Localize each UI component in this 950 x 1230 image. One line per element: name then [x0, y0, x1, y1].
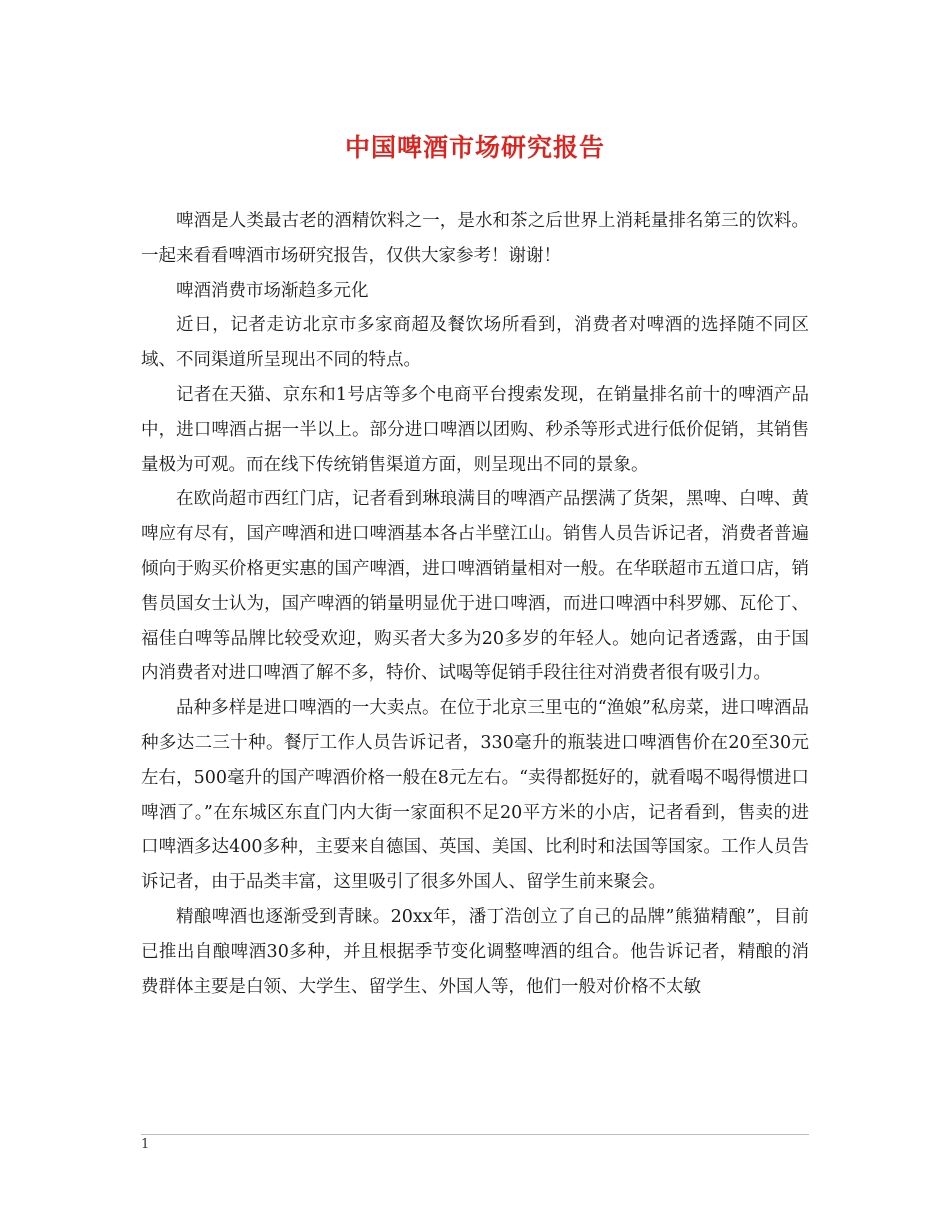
paragraph-intro: 啤酒是人类最古老的酒精饮料之一，是水和茶之后世界上消耗量排名第三的饮料。一起来看看啤酒市场研究报告，仅供大家参考！谢谢！ [141, 211, 809, 266]
paragraph: 精酿啤酒也逐渐受到青睐。20xx年，潘丁浩创立了自己的品牌”熊猫精酿”，目前已推出自酿啤酒30多种，并且根据季节变化调整啤酒的组合。他告诉记者，精酿的消费群体主要是白领、大学生、留学生、外国人等，他们一般对价格不太敏 [141, 906, 809, 997]
paragraph: 在欧尚超市西红门店，记者看到琳琅满目的啤酒产品摆满了货架，黑啤、白啤、黄啤应有尽有，国产啤酒和进口啤酒基本各占半壁江山。销售人员告诉记者，消费者普遍倾向于购买价格更实惠的国产啤酒，进口啤酒销量相对一般。在华联超市五道口店，销售员国女士认为，国产啤酒的销量明显优于进口啤酒，而进口啤酒中科罗娜、瓦伦丁、福佳白啤等品牌比较受欢迎，购买者大多为20多岁的年轻人。她向记者透露，由于国内消费者对进口啤酒了解不多，特价、试喝等促销手段往往对消费者很有吸引力。 [141, 489, 809, 684]
paragraph: 品种多样是进口啤酒的一大卖点。在位于北京三里屯的“渔娘”私房菜，进口啤酒品种多达二三十种。餐厅工作人员告诉记者，330毫升的瓶装进口啤酒售价在20至30元左右，500毫升的国产啤酒价格一般在8元左右。“卖得都挺好的，就看喝不喝得惯进口啤酒了。”在东城区东直门内大街一家面积不足20平方米的小店，记者看到，售卖的进口啤酒多达400多种，主要来自德国、英国、美国、比利时和法国等国家。工作人员告诉记者，由于品类丰富，这里吸引了很多外国人、留学生前来聚会。 [141, 698, 809, 893]
footer-rule [141, 1134, 809, 1135]
page-number: 1 [141, 1137, 150, 1152]
section-heading: 啤酒消费市场渐趋多元化 [176, 280, 369, 301]
document-title: 中国啤酒市场研究报告 [344, 133, 605, 162]
paragraph: 近日，记者走访北京市多家商超及餐饮场所看到，消费者对啤酒的选择随不同区域、不同渠道所呈现出不同的特点。 [141, 315, 809, 371]
document-body [141, 204, 809, 1004]
paragraph: 记者在天猫、京东和1号店等多个电商平台搜索发现，在销量排名前十的啤酒产品中，进口啤酒占据一半以上。部分进口啤酒以团购、秒杀等形式进行低价促销，其销售量极为可观。而在线下传统销售渠道方面，则呈现出不同的景象。 [141, 384, 809, 475]
